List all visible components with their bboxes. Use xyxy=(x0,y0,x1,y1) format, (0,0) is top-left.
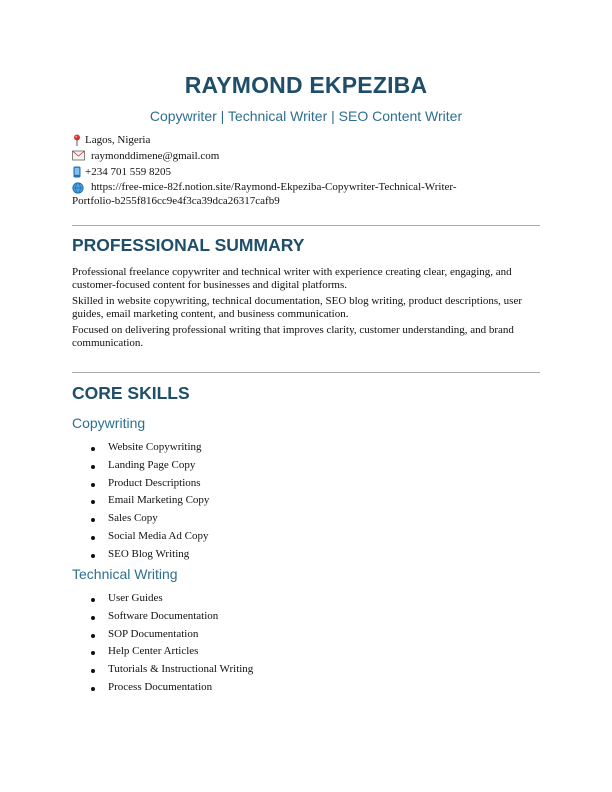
globe-icon xyxy=(72,180,85,194)
divider xyxy=(72,372,540,373)
contact-block xyxy=(72,132,542,208)
contact-portfolio xyxy=(72,180,542,194)
portfolio-url[interactable]: https://free-mice-82f.notion.site/Raymond-Ekpeziba-Copywriter-Technical-Writer- xyxy=(91,181,457,193)
list-item: Process Documentation xyxy=(90,679,253,697)
list-item: Tutorials & Instructional Writing xyxy=(90,661,253,679)
envelope-icon xyxy=(72,148,85,161)
summary-paragraph: Focused on delivering professional writing that improves clarity, customer understanding, and brand communication. xyxy=(72,324,514,349)
candidate-name: RAYMOND EKPEZIBA xyxy=(184,72,428,98)
list-item: Software Documentation xyxy=(90,608,253,626)
contact-phone xyxy=(72,164,542,180)
list-item: Landing Page Copy xyxy=(90,457,209,475)
copywriting-skill-list xyxy=(90,439,209,564)
summary-paragraph: Skilled in website copywriting, technical documentation, SEO blog writing, product descriptions, user guides, email marketing content, and business communication. xyxy=(72,295,523,320)
list-item: Product Descriptions xyxy=(90,475,209,493)
list-item: SOP Documentation xyxy=(90,626,253,644)
summary-body xyxy=(72,266,542,353)
list-item: User Guides xyxy=(90,590,253,608)
list-item: Social Media Ad Copy xyxy=(90,528,209,546)
list-item: Sales Copy xyxy=(90,510,209,528)
technical-writing-skill-list xyxy=(90,590,253,697)
summary-paragraph: Professional freelance copywriter and technical writer with experience creating clear, engaging, and customer-focused content for businesses and digital platforms. xyxy=(72,266,512,291)
phone-icon xyxy=(72,164,85,178)
phone-text: +234 701 559 8205 xyxy=(85,166,171,178)
candidate-tagline: Copywriter | Technical Writer | SEO Content Writer xyxy=(149,108,463,124)
email-link[interactable]: raymonddimene@gmail.com xyxy=(91,150,220,162)
portfolio-url-continued[interactable]: Portfolio-b255f816cc9e4f3ca39dca26317cafb9 xyxy=(72,195,280,207)
list-item: Help Center Articles xyxy=(90,643,253,661)
skill-group-heading-technical-writing: Technical Writing xyxy=(72,566,178,582)
summary-heading: PROFESSIONAL SUMMARY xyxy=(72,235,305,255)
list-item: Website Copywriting xyxy=(90,439,209,457)
contact-email xyxy=(72,148,542,164)
list-item: SEO Blog Writing xyxy=(90,546,209,564)
contact-location xyxy=(72,132,542,148)
divider xyxy=(72,225,540,226)
location-pin-icon xyxy=(72,132,85,146)
skill-group-heading-copywriting: Copywriting xyxy=(72,415,146,431)
location-text: Lagos, Nigeria xyxy=(85,134,151,146)
list-item: Email Marketing Copy xyxy=(90,492,209,510)
skills-heading: CORE SKILLS xyxy=(72,383,190,403)
